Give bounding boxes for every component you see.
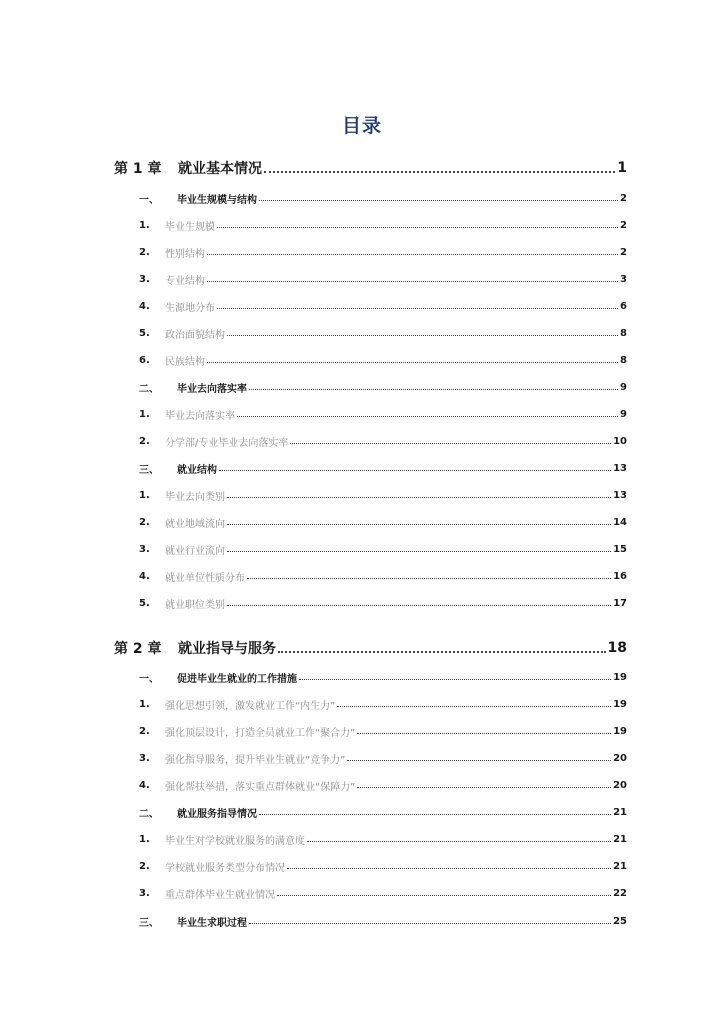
section-number: 三、 <box>139 917 159 929</box>
section-title: 毕业生求职过程 <box>177 917 247 929</box>
dot-leader <box>217 308 618 309</box>
section-title: 就业结构 <box>177 464 217 476</box>
item-number: 3. <box>139 752 150 764</box>
page-number: 1 <box>617 160 627 176</box>
toc-item[interactable] <box>139 777 627 793</box>
dot-leader <box>227 497 611 498</box>
dot-leader <box>227 335 618 336</box>
toc-item[interactable] <box>139 325 627 341</box>
toc-item[interactable] <box>139 831 627 847</box>
chapter-title: 就业基本情况 <box>178 161 262 177</box>
toc-item[interactable] <box>139 858 627 874</box>
toc-item[interactable] <box>139 352 627 368</box>
dot-leader <box>227 605 611 606</box>
item-title: 就业职位类别 <box>165 599 225 611</box>
item-number: 3. <box>139 543 150 555</box>
page-number: 20 <box>613 779 627 791</box>
section-title: 就业服务指导情况 <box>177 808 257 820</box>
page-number: 21 <box>613 860 627 872</box>
dot-leader <box>264 171 615 173</box>
dot-leader <box>357 787 611 788</box>
toc-item[interactable] <box>139 487 627 503</box>
item-number: 4. <box>139 300 150 312</box>
dot-leader <box>299 679 611 680</box>
page-number: 21 <box>613 833 627 845</box>
item-title: 重点群体毕业生就业情况 <box>165 889 275 901</box>
item-title: 强化指导服务，提升毕业生就业“竞争力” <box>165 754 346 766</box>
item-number: 3. <box>139 887 150 899</box>
page-number: 19 <box>613 725 627 737</box>
chapter-number: 第 1 章 <box>114 161 162 177</box>
section-title: 促进毕业生就业的工作措施 <box>177 673 297 685</box>
item-number: 5. <box>139 597 150 609</box>
dot-leader <box>227 551 611 552</box>
section-title: 毕业去向落实率 <box>177 383 247 395</box>
item-title: 强化帮扶举措，落实重点群体就业“保障力” <box>165 781 356 793</box>
dot-leader <box>357 733 611 734</box>
section-number: 二、 <box>139 383 159 395</box>
page-number: 13 <box>613 462 627 474</box>
page-number: 8 <box>620 327 627 339</box>
item-title: 生源地分布 <box>165 302 215 314</box>
item-title: 就业行业流向 <box>165 545 225 557</box>
dot-leader <box>287 868 611 869</box>
page-number: 19 <box>613 671 627 683</box>
dot-leader <box>207 281 618 282</box>
toc-item[interactable] <box>139 406 627 422</box>
section-number: 一、 <box>139 673 159 685</box>
dot-leader <box>207 362 618 363</box>
dot-leader <box>277 895 611 896</box>
dot-leader <box>207 254 618 255</box>
toc-item[interactable] <box>139 696 627 712</box>
chapter-title: 就业指导与服务 <box>178 641 276 657</box>
section-title: 毕业生规模与结构 <box>177 194 257 206</box>
dot-leader <box>278 651 606 653</box>
dot-leader <box>259 200 618 201</box>
item-number: 1. <box>139 219 150 231</box>
chapter-number: 第 2 章 <box>114 641 162 657</box>
item-title: 民族结构 <box>165 356 205 368</box>
item-title: 毕业去向落实率 <box>165 410 235 422</box>
toc-item[interactable] <box>139 541 627 557</box>
item-number: 2. <box>139 516 150 528</box>
page-number: 15 <box>613 543 627 555</box>
item-number: 6. <box>139 354 150 366</box>
dot-leader <box>307 841 611 842</box>
item-title: 就业单位性质分布 <box>165 572 245 584</box>
page-number: 2 <box>620 246 627 258</box>
item-title: 分学部/专业毕业去向落实率 <box>165 437 289 449</box>
item-number: 1. <box>139 698 150 710</box>
toc-item[interactable] <box>139 750 627 766</box>
item-number: 4. <box>139 779 150 791</box>
item-title: 就业地域流向 <box>165 518 225 530</box>
page-number: 2 <box>620 219 627 231</box>
item-number: 1. <box>139 833 150 845</box>
dot-leader <box>337 706 611 707</box>
toc-item[interactable] <box>139 217 627 233</box>
item-title: 毕业生规模 <box>165 221 215 233</box>
page-number: 10 <box>613 435 627 447</box>
item-title: 政治面貌结构 <box>165 329 225 341</box>
toc-item[interactable] <box>139 723 627 739</box>
section-number: 一、 <box>139 194 159 206</box>
item-number: 2. <box>139 246 150 258</box>
toc-section[interactable] <box>139 913 627 929</box>
item-number: 3. <box>139 273 150 285</box>
dot-leader <box>249 389 618 390</box>
page-number: 21 <box>613 806 627 818</box>
item-title: 学校就业服务类型分布情况 <box>165 862 285 874</box>
item-title: 强化思想引领，激发就业工作“内生力” <box>165 700 336 712</box>
item-number: 1. <box>139 489 150 501</box>
page-number: 6 <box>620 300 627 312</box>
page-number: 2 <box>620 192 627 204</box>
item-number: 4. <box>139 570 150 582</box>
toc-item[interactable] <box>139 568 627 584</box>
toc-section[interactable] <box>139 804 627 820</box>
toc-item[interactable] <box>139 298 627 314</box>
page-number: 13 <box>613 489 627 501</box>
section-number: 二、 <box>139 808 159 820</box>
toc-item[interactable] <box>139 271 627 287</box>
dot-leader <box>217 227 618 228</box>
page-number: 9 <box>620 408 627 420</box>
page-number: 22 <box>613 887 627 899</box>
toc-section[interactable] <box>139 669 627 685</box>
dot-leader <box>227 524 611 525</box>
dot-leader <box>259 814 611 815</box>
item-number: 2. <box>139 725 150 737</box>
item-title: 毕业生对学校就业服务的满意度 <box>165 835 305 847</box>
item-number: 1. <box>139 408 150 420</box>
item-number: 2. <box>139 860 150 872</box>
dot-leader <box>237 416 618 417</box>
toc-section[interactable] <box>139 190 627 206</box>
item-title: 毕业去向类别 <box>165 491 225 503</box>
page-number: 9 <box>620 381 627 393</box>
toc-section[interactable] <box>139 460 627 476</box>
toc-section[interactable] <box>139 379 627 395</box>
page-number: 17 <box>613 597 627 609</box>
page-number: 3 <box>620 273 627 285</box>
page-number: 8 <box>620 354 627 366</box>
item-number: 2. <box>139 435 150 447</box>
item-title: 性别结构 <box>165 248 205 260</box>
page-number: 25 <box>613 915 627 927</box>
section-number: 三、 <box>139 464 159 476</box>
dot-leader <box>247 578 611 579</box>
page-number: 16 <box>613 570 627 582</box>
dot-leader <box>219 470 611 471</box>
item-number: 5. <box>139 327 150 339</box>
toc-chapter-2[interactable] <box>114 637 627 659</box>
dot-leader <box>347 760 611 761</box>
toc-item[interactable] <box>139 885 627 901</box>
dot-leader <box>290 443 611 444</box>
page-number: 19 <box>613 698 627 710</box>
toc-item[interactable] <box>139 595 627 611</box>
page-number: 20 <box>613 752 627 764</box>
page-number: 14 <box>613 516 627 528</box>
toc-chapter-1[interactable] <box>114 157 627 179</box>
toc-item[interactable] <box>139 433 627 449</box>
toc-item[interactable] <box>139 244 627 260</box>
toc-title: 目录 <box>341 115 382 137</box>
toc-item[interactable] <box>139 514 627 530</box>
page-number: 18 <box>607 640 627 656</box>
item-title: 专业结构 <box>165 275 205 287</box>
item-title: 强化顶层设计，打造全员就业工作“聚合力” <box>165 727 356 739</box>
dot-leader <box>249 923 611 924</box>
